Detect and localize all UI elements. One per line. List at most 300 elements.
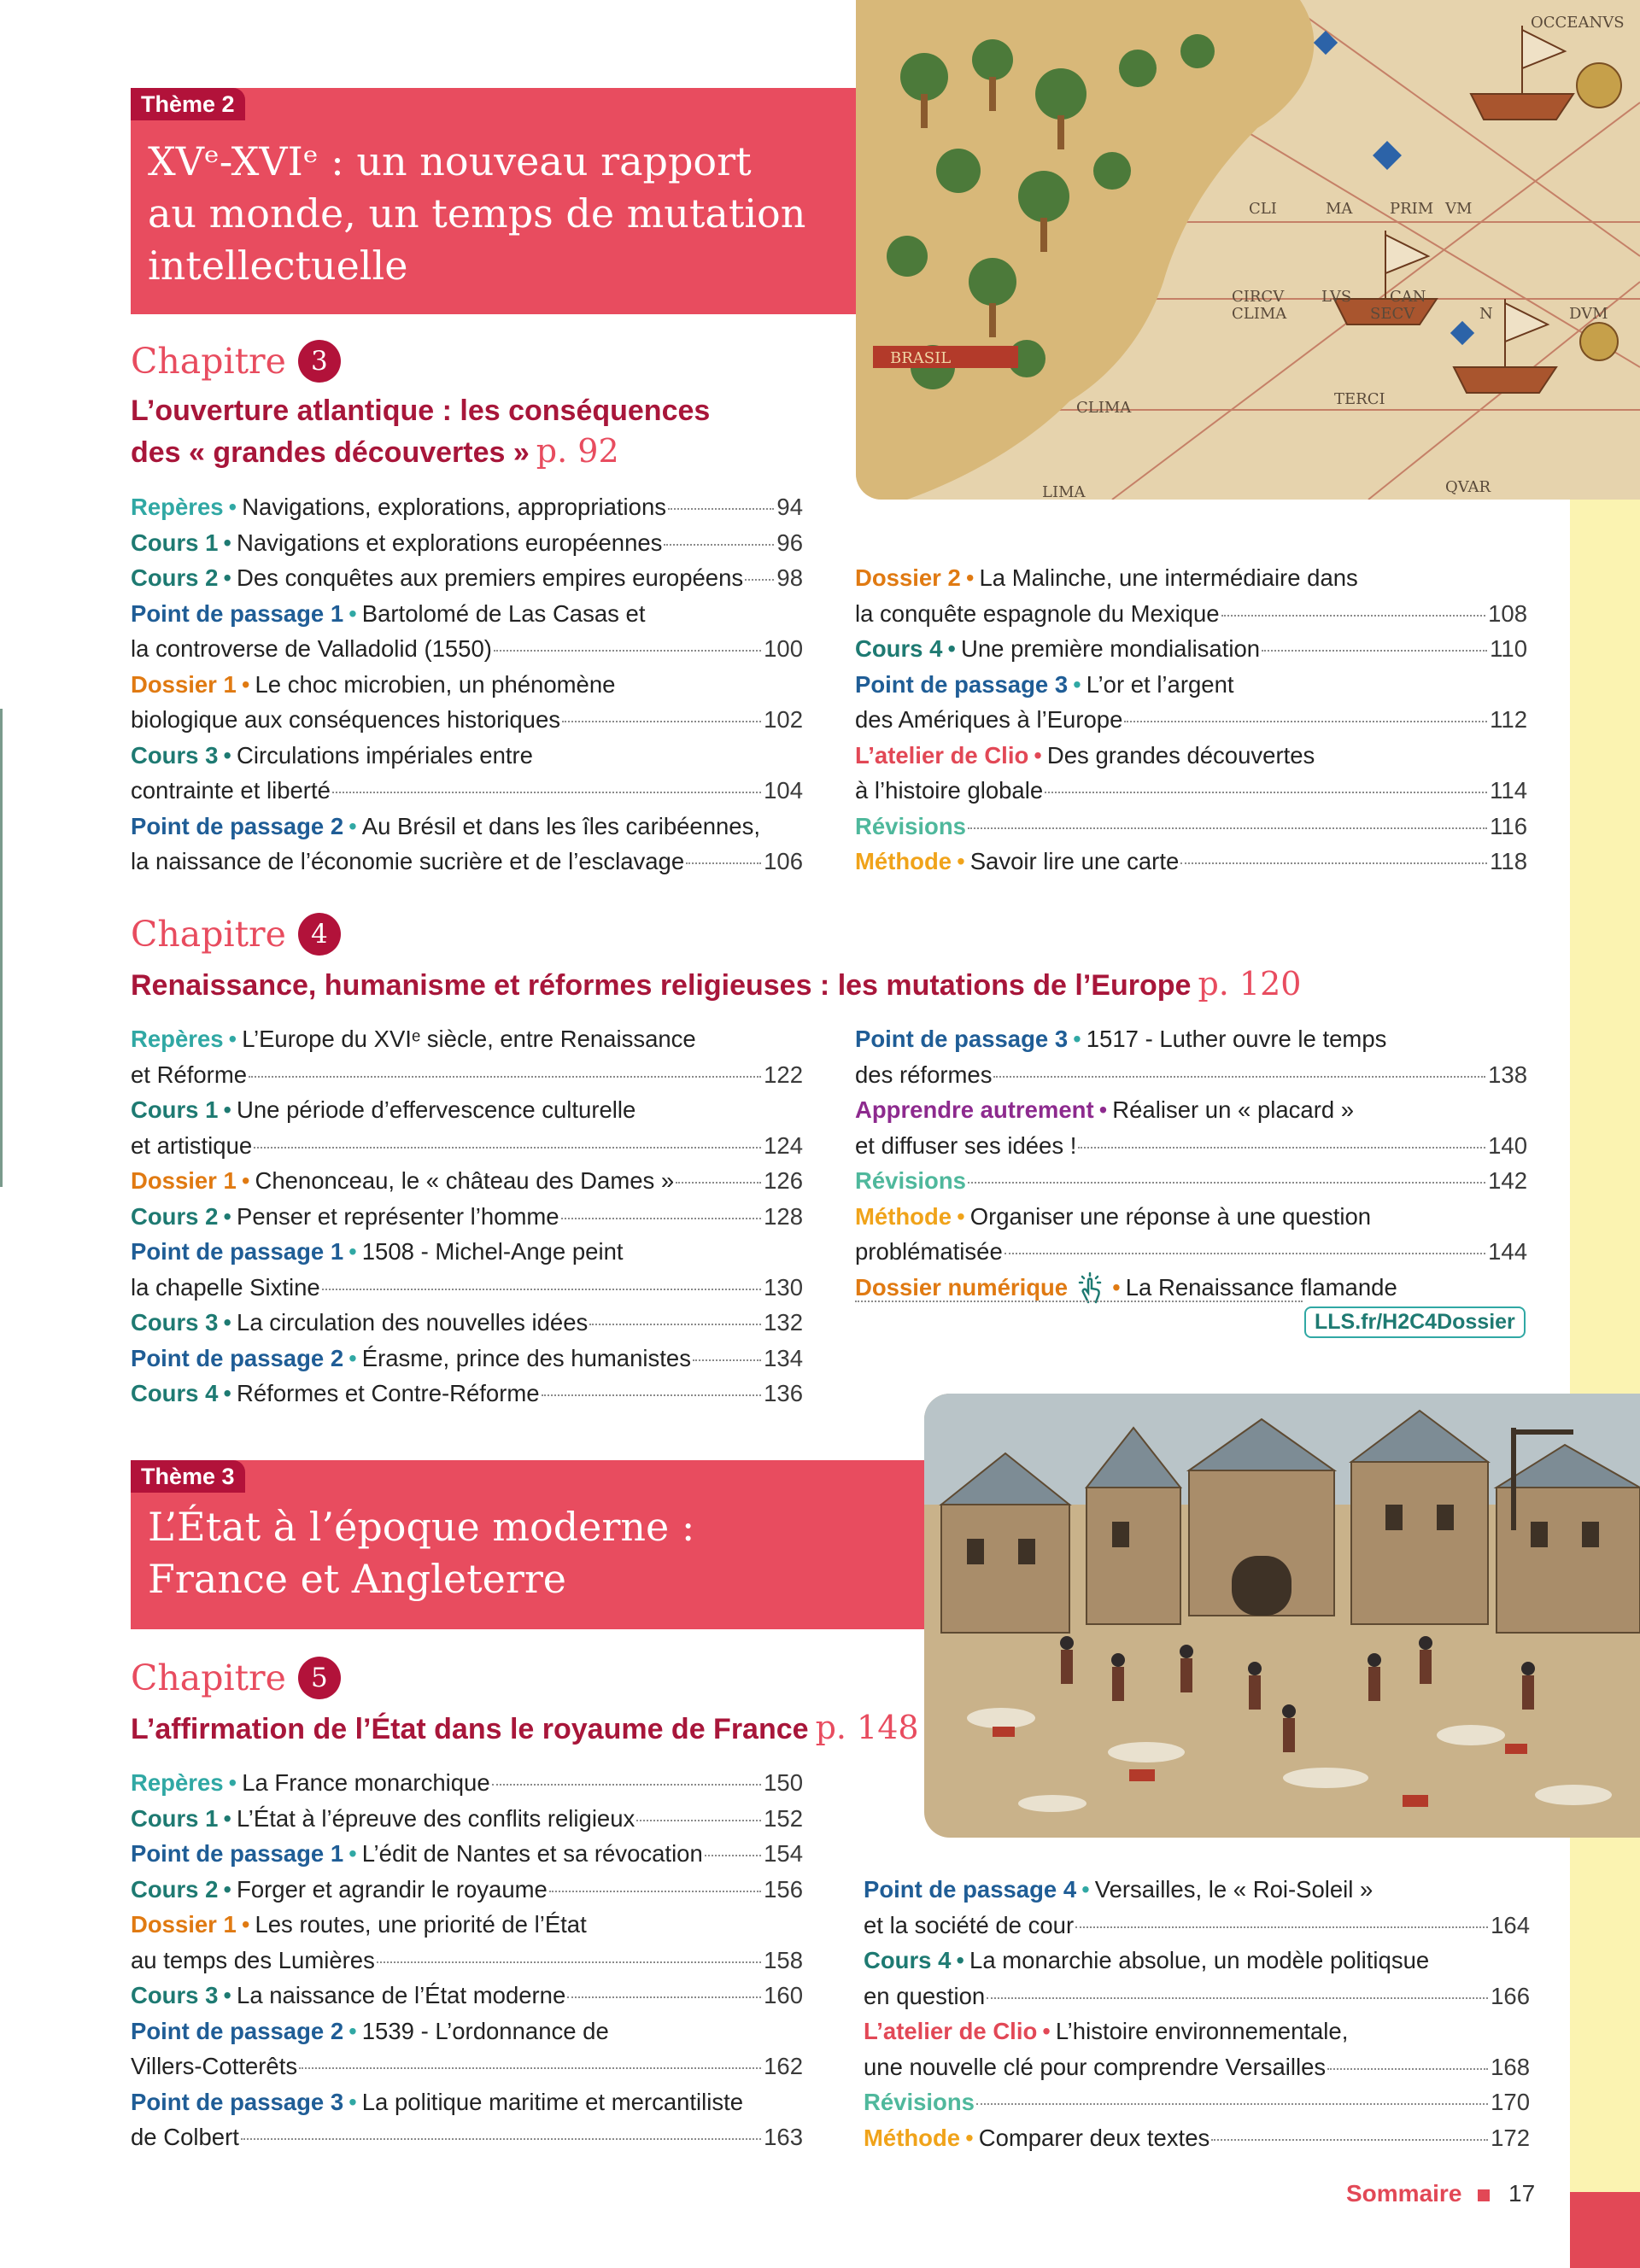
entry-text: L’État à l’épreuve des conflits religieux bbox=[237, 1804, 636, 1832]
toc-entry[interactable] bbox=[131, 1341, 803, 1377]
entry-text: Une première mondialisation bbox=[961, 635, 1261, 662]
entry-keyword: Dossier numérique bbox=[855, 1273, 1069, 1301]
entry-page: 140 bbox=[1488, 1131, 1527, 1159]
map-label: MA bbox=[1326, 200, 1353, 218]
toc-entry[interactable] bbox=[131, 1234, 803, 1305]
bullet: • bbox=[241, 1167, 250, 1194]
bullet: • bbox=[1081, 1876, 1090, 1903]
bullet: • bbox=[223, 1096, 232, 1123]
entry-page: 172 bbox=[1491, 2124, 1530, 2151]
chapter-title-text: Renaissance, humanisme et réformes religieuses : les mutations de l’Europe bbox=[131, 969, 1192, 1002]
chapter-5-title[interactable] bbox=[131, 1708, 919, 1750]
bullet: • bbox=[348, 1238, 357, 1265]
toc-entry[interactable] bbox=[855, 1092, 1527, 1163]
toc-entry[interactable] bbox=[855, 667, 1527, 738]
entry-keyword: Repères bbox=[131, 1769, 224, 1796]
entry-page: 116 bbox=[1490, 812, 1527, 839]
entry-keyword: Révisions bbox=[864, 2089, 975, 2115]
entry-page: 152 bbox=[764, 1804, 803, 1832]
entry-text: Au Brésil et dans les îles caribéennes, bbox=[361, 812, 760, 839]
entry-text: une nouvelle clé pour comprendre Versailles bbox=[864, 2053, 1327, 2080]
entry-text: Des conquêtes aux premiers empires européens bbox=[237, 564, 744, 591]
entry-page: 108 bbox=[1488, 599, 1527, 627]
leader-dots bbox=[705, 1855, 761, 1856]
entry-page: 168 bbox=[1491, 2053, 1530, 2080]
entry-keyword: Cours 1 bbox=[131, 1804, 219, 1832]
chapter-5-left-list bbox=[131, 1765, 803, 2155]
bullet: • bbox=[348, 2088, 357, 2115]
entry-text: Penser et représenter l’homme bbox=[237, 1202, 559, 1230]
entry-text: Réaliser un « placard » bbox=[1112, 1096, 1355, 1123]
entry-page: 110 bbox=[1490, 635, 1527, 662]
leader-dots bbox=[561, 1218, 762, 1219]
entry-keyword: Cours 3 bbox=[131, 1309, 219, 1336]
entry-text: Réformes et Contre-Réforme bbox=[237, 1380, 540, 1406]
leader-dots bbox=[1075, 1926, 1488, 1928]
entry-text: et la société de cour bbox=[864, 1911, 1075, 1938]
chapter-number-badge: 3 bbox=[298, 340, 341, 383]
bullet: • bbox=[223, 1202, 232, 1230]
leader-dots bbox=[1211, 2139, 1488, 2141]
entry-keyword: Cours 1 bbox=[131, 529, 219, 556]
toc-entry[interactable] bbox=[131, 1092, 803, 1163]
entry-text: Navigations et explorations européennes bbox=[237, 529, 663, 556]
entry-text: La France monarchique bbox=[242, 1769, 490, 1796]
entry-text: L’Europe du XVIᵉ siècle, entre Renaissance bbox=[242, 1026, 696, 1052]
theme-3-title-line: France et Angleterre bbox=[148, 1556, 567, 1602]
entry-text: Circulations impériales entre bbox=[237, 741, 533, 769]
entry-text: La Malinche, une intermédiaire dans bbox=[979, 564, 1358, 591]
toc-entry[interactable] bbox=[864, 2084, 1530, 2120]
toc-entry[interactable] bbox=[131, 1801, 803, 1837]
entry-page: 134 bbox=[764, 1344, 803, 1371]
entry-text: et artistique bbox=[131, 1131, 253, 1159]
entry-keyword: Révisions bbox=[855, 812, 966, 839]
leader-dots bbox=[676, 1182, 761, 1184]
entry-text: la naissance de l’économie sucrière et de l’esclavage bbox=[131, 848, 685, 874]
toc-entry[interactable] bbox=[131, 560, 803, 596]
entry-keyword: Cours 1 bbox=[131, 1096, 219, 1123]
map-label: CLI bbox=[1249, 200, 1277, 218]
entry-keyword: Cours 3 bbox=[131, 741, 219, 769]
entry-text: Une période d’effervescence culturelle bbox=[237, 1096, 636, 1123]
leader-dots bbox=[241, 2138, 761, 2140]
chapter-page-ref: p. 92 bbox=[536, 432, 619, 470]
leader-dots bbox=[542, 1394, 762, 1396]
entry-keyword: Méthode bbox=[855, 848, 952, 874]
entry-page: 163 bbox=[764, 2124, 803, 2150]
toc-entry[interactable] bbox=[131, 1163, 803, 1199]
bullet: • bbox=[965, 2124, 974, 2151]
bullet: • bbox=[241, 670, 250, 698]
entry-page: 104 bbox=[764, 777, 803, 804]
chapter-title-text: L’affirmation de l’État dans le royaume de France bbox=[131, 1713, 809, 1745]
bullet: • bbox=[1073, 670, 1081, 698]
leader-dots bbox=[1124, 721, 1487, 722]
entry-page: 102 bbox=[764, 706, 803, 733]
toc-entry[interactable] bbox=[864, 1943, 1530, 2014]
entry-text: contrainte et liberté bbox=[131, 777, 331, 804]
bullet: • bbox=[1073, 1026, 1081, 1052]
toc-entry[interactable] bbox=[855, 631, 1527, 667]
chapter-title-line: L’ouverture atlantique : les conséquences bbox=[131, 395, 711, 427]
entry-text: Organiser une réponse à une question bbox=[969, 1202, 1372, 1230]
entry-text: Savoir lire une carte bbox=[969, 848, 1180, 874]
map-label: CIRCV bbox=[1232, 288, 1285, 306]
toc-entry[interactable] bbox=[131, 1978, 803, 2014]
leader-dots bbox=[562, 721, 761, 722]
map-label: DVM bbox=[1569, 305, 1608, 323]
entry-text: et diffuser ses idées ! bbox=[855, 1131, 1077, 1159]
map-label: CLIMA bbox=[1076, 399, 1132, 417]
entry-keyword: Méthode bbox=[864, 2124, 961, 2151]
theme-2-title-line: XVᵉ-XVIᵉ : un nouveau rapport bbox=[148, 138, 752, 184]
bullet: • bbox=[223, 1982, 232, 2008]
bullet: • bbox=[228, 1769, 237, 1796]
entry-keyword: Cours 2 bbox=[131, 1202, 219, 1230]
bullet: • bbox=[956, 1947, 965, 1973]
entry-text: des réformes bbox=[855, 1061, 993, 1088]
entry-text: et Réforme bbox=[131, 1061, 248, 1088]
bullet: • bbox=[223, 741, 232, 769]
entry-text: 1508 - Michel-Ange peint bbox=[361, 1238, 624, 1265]
entry-page: 112 bbox=[1490, 706, 1527, 733]
entry-page: 136 bbox=[764, 1380, 803, 1406]
entry-text: Navigations, explorations, appropriations bbox=[242, 494, 667, 520]
chapter-5-right-list bbox=[864, 1872, 1530, 2155]
entry-keyword: Point de passage 1 bbox=[131, 1840, 344, 1867]
entry-keyword: Point de passage 2 bbox=[131, 1344, 344, 1371]
portolan-map-image bbox=[856, 0, 1640, 500]
toc-entry[interactable] bbox=[855, 809, 1527, 845]
entry-text: La circulation des nouvelles idées bbox=[237, 1309, 589, 1336]
toc-entry[interactable] bbox=[855, 1021, 1527, 1092]
entry-page: 114 bbox=[1490, 777, 1527, 804]
toc-entry[interactable] bbox=[131, 1907, 803, 1978]
chapter-4-right-list bbox=[855, 1021, 1527, 1307]
left-page-edge bbox=[0, 709, 3, 1187]
leader-dots bbox=[636, 1820, 761, 1821]
entry-text: la conquête espagnole du Mexique bbox=[855, 599, 1220, 627]
chapter-4-title[interactable] bbox=[131, 964, 1301, 1006]
leader-dots bbox=[686, 862, 761, 864]
entry-text: 1517 - Luther ouvre le temps bbox=[1086, 1026, 1387, 1052]
toc-entry[interactable] bbox=[131, 2014, 803, 2084]
entry-text: L’histoire environnementale, bbox=[1055, 2018, 1349, 2044]
bullet: • bbox=[348, 812, 357, 839]
toc-entry[interactable] bbox=[855, 1270, 1527, 1308]
leader-dots bbox=[299, 2067, 761, 2069]
map-label: LIMA bbox=[1042, 483, 1086, 500]
chapter-word: Chapitre bbox=[131, 341, 286, 382]
entry-text: Villers-Cotterêts bbox=[131, 2053, 298, 2079]
map-label: QVAR bbox=[1445, 478, 1491, 496]
bullet: • bbox=[223, 1309, 232, 1336]
leader-dots bbox=[668, 508, 774, 510]
map-label: PRIM bbox=[1390, 200, 1434, 218]
entry-keyword: Point de passage 3 bbox=[855, 1026, 1069, 1052]
entry-keyword: L’atelier de Clio bbox=[864, 2018, 1038, 2044]
theme-3-title-line: L’État à l’époque moderne : bbox=[148, 1504, 695, 1550]
entry-text: La naissance de l’État moderne bbox=[237, 1982, 566, 2008]
leader-dots bbox=[987, 1997, 1488, 1999]
toc-entry[interactable] bbox=[855, 560, 1527, 631]
chapter-page-ref: p. 148 bbox=[815, 1709, 919, 1746]
entry-text: de Colbert bbox=[131, 2124, 239, 2150]
map-label: VM bbox=[1445, 200, 1473, 218]
red-corner-block bbox=[1570, 2192, 1640, 2268]
theme-2-title bbox=[148, 136, 805, 292]
svg-text:BRASIL: BRASIL bbox=[890, 349, 952, 367]
entry-page: 150 bbox=[764, 1769, 803, 1796]
entry-text: biologique aux conséquences historiques bbox=[131, 706, 560, 733]
bullet: • bbox=[223, 1380, 232, 1406]
theme-2-title-line: intellectuelle bbox=[148, 243, 408, 289]
bullet: • bbox=[348, 599, 357, 627]
entry-keyword: L’atelier de Clio bbox=[855, 741, 1029, 769]
footer-section-label: Sommaire bbox=[1346, 2180, 1462, 2207]
map-label: TERCI bbox=[1334, 390, 1385, 408]
entry-text: La monarchie absolue, un modèle politiqsue bbox=[969, 1947, 1430, 1973]
toc-entry[interactable] bbox=[131, 525, 803, 561]
leader-dots bbox=[332, 792, 761, 793]
theme-3-tag: Thème 3 bbox=[131, 1460, 245, 1493]
entry-keyword: Point de passage 2 bbox=[131, 812, 344, 839]
saint-barthelemy-painting bbox=[924, 1394, 1640, 1838]
entry-page: 164 bbox=[1491, 1911, 1530, 1938]
entry-page: 160 bbox=[764, 1982, 803, 2008]
entry-keyword: Cours 2 bbox=[131, 1875, 219, 1903]
entry-keyword: Point de passage 2 bbox=[131, 2017, 344, 2044]
leader-dots bbox=[1221, 615, 1486, 617]
chapter-3-label bbox=[131, 340, 341, 383]
bullet: • bbox=[228, 494, 237, 520]
entry-page: 126 bbox=[764, 1167, 803, 1194]
entry-page: 156 bbox=[764, 1875, 803, 1903]
leader-dots bbox=[968, 827, 1487, 829]
entry-text: La Renaissance flamande bbox=[1125, 1273, 1397, 1301]
leader-dots bbox=[1004, 1253, 1485, 1254]
entry-keyword: Dossier 1 bbox=[131, 670, 237, 698]
toc-entry[interactable] bbox=[855, 738, 1527, 809]
toc-entry[interactable] bbox=[131, 1199, 803, 1235]
leader-dots bbox=[254, 1147, 761, 1149]
entry-text: en question bbox=[864, 1982, 986, 2009]
toc-entry[interactable] bbox=[864, 2014, 1530, 2084]
map-label: SECV bbox=[1370, 305, 1415, 323]
entry-keyword: Point de passage 4 bbox=[864, 1876, 1077, 1903]
map-label: LVS bbox=[1321, 288, 1352, 306]
toc-entry[interactable] bbox=[131, 1872, 803, 1908]
chapter-3-title[interactable] bbox=[131, 391, 710, 473]
bullet: • bbox=[1112, 1273, 1121, 1301]
leader-dots bbox=[855, 1301, 1303, 1302]
toc-entry[interactable] bbox=[131, 596, 803, 667]
yellow-side-band bbox=[1570, 497, 1640, 2192]
entry-keyword: Apprendre autrement bbox=[855, 1096, 1094, 1123]
entry-keyword: Cours 4 bbox=[864, 1947, 952, 1973]
bullet: • bbox=[228, 1026, 237, 1052]
toc-entry[interactable] bbox=[855, 1199, 1527, 1270]
entry-text: La politique maritime et mercantiliste bbox=[361, 2088, 744, 2115]
entry-keyword: Repères bbox=[131, 1026, 224, 1052]
bullet: • bbox=[957, 848, 965, 874]
bullet: • bbox=[223, 529, 232, 556]
entry-keyword: Point de passage 3 bbox=[131, 2088, 344, 2115]
lls-link-button[interactable]: LLS.fr/H2C4Dossier bbox=[1304, 1306, 1526, 1338]
leader-dots bbox=[567, 1996, 761, 1998]
chapter-3-right-list bbox=[855, 560, 1527, 880]
entry-page: 132 bbox=[764, 1309, 803, 1336]
entry-page: 130 bbox=[764, 1273, 803, 1301]
entry-text: Versailles, le « Roi-Soleil » bbox=[1094, 1876, 1374, 1903]
toc-entry[interactable] bbox=[131, 1021, 803, 1092]
entry-page: 98 bbox=[776, 564, 803, 591]
map-label: CAN bbox=[1390, 288, 1426, 306]
entry-page: 138 bbox=[1488, 1061, 1527, 1088]
bullet: • bbox=[223, 1804, 232, 1832]
toc-entry[interactable] bbox=[864, 2120, 1530, 2156]
entry-keyword: Point de passage 3 bbox=[855, 670, 1069, 698]
leader-dots bbox=[976, 2103, 1488, 2105]
bullet: • bbox=[965, 564, 975, 591]
chapter-5-label bbox=[131, 1657, 341, 1699]
entry-page: 166 bbox=[1491, 1982, 1530, 2009]
entry-keyword: Cours 4 bbox=[131, 1380, 219, 1406]
chapter-title-line bbox=[131, 431, 710, 473]
entry-text: L’édit de Nantes et sa révocation bbox=[361, 1840, 703, 1867]
toc-entry[interactable] bbox=[131, 1376, 803, 1412]
entry-page: 162 bbox=[764, 2053, 803, 2079]
toc-entry[interactable] bbox=[131, 809, 803, 880]
bullet: • bbox=[1042, 2018, 1051, 2044]
leader-dots bbox=[1078, 1147, 1485, 1149]
entry-text: Bartolomé de Las Casas et bbox=[361, 599, 646, 627]
entry-keyword: Dossier 1 bbox=[131, 1911, 237, 1938]
chapter-number-badge: 5 bbox=[298, 1657, 341, 1699]
bullet: • bbox=[1034, 741, 1042, 769]
chapter-number-badge: 4 bbox=[298, 913, 341, 956]
entry-page: 122 bbox=[764, 1061, 803, 1088]
entry-text: au temps des Lumières bbox=[131, 1946, 375, 1973]
leader-dots bbox=[549, 1891, 761, 1892]
entry-keyword: Cours 3 bbox=[131, 1982, 219, 2008]
entry-text: la chapelle Sixtine bbox=[131, 1273, 320, 1301]
toc-entry[interactable] bbox=[131, 667, 803, 738]
entry-page: 158 bbox=[764, 1946, 803, 1973]
toc-entry[interactable] bbox=[131, 1305, 803, 1341]
bullet: • bbox=[947, 635, 957, 662]
entry-page: 154 bbox=[764, 1840, 803, 1867]
leader-dots bbox=[1327, 2068, 1488, 2070]
entry-text: la controverse de Valladolid (1550) bbox=[131, 635, 492, 662]
entry-text: Les routes, une priorité de l’État bbox=[255, 1911, 587, 1938]
bullet: • bbox=[957, 1202, 965, 1230]
entry-page: 100 bbox=[764, 635, 803, 662]
chapter-word: Chapitre bbox=[131, 1657, 286, 1698]
map-label: OCCEANVS bbox=[1531, 14, 1625, 32]
leader-dots bbox=[377, 1961, 761, 1963]
bullet: • bbox=[348, 1344, 357, 1371]
chapter-title-text: des « grandes découvertes » bbox=[131, 436, 530, 469]
entry-keyword: Dossier 2 bbox=[855, 564, 961, 591]
entry-page: 128 bbox=[764, 1202, 803, 1230]
footer-square-marker bbox=[1478, 2189, 1490, 2201]
toc-entry[interactable] bbox=[131, 2084, 803, 2155]
entry-page: 94 bbox=[776, 494, 803, 520]
toc-entry[interactable] bbox=[131, 1836, 803, 1872]
leader-dots bbox=[589, 1324, 761, 1325]
entry-page: 118 bbox=[1490, 848, 1527, 874]
bullet: • bbox=[1098, 1096, 1108, 1123]
bullet: • bbox=[223, 1875, 232, 1903]
chapter-3-left-list bbox=[131, 489, 803, 880]
toc-entry[interactable] bbox=[855, 844, 1527, 880]
entry-text: Forger et agrandir le royaume bbox=[237, 1875, 548, 1903]
entry-text: Chenonceau, le « château des Dames » bbox=[255, 1167, 675, 1194]
entry-text: Des grandes découvertes bbox=[1046, 741, 1315, 769]
leader-dots bbox=[249, 1076, 761, 1078]
entry-keyword: Révisions bbox=[855, 1167, 966, 1194]
chapter-page-ref: p. 120 bbox=[1198, 965, 1302, 1002]
entry-text: Comparer deux textes bbox=[978, 2124, 1210, 2151]
entry-text: problématisée bbox=[855, 1238, 1003, 1265]
toc-entry[interactable] bbox=[131, 738, 803, 809]
map-label: N bbox=[1479, 305, 1493, 323]
entry-page: 144 bbox=[1488, 1238, 1527, 1265]
leader-dots bbox=[1045, 792, 1487, 793]
chapter-word: Chapitre bbox=[131, 914, 286, 955]
toc-entry[interactable] bbox=[131, 1765, 803, 1801]
entry-text: à l’histoire globale bbox=[855, 777, 1044, 804]
toc-entry[interactable] bbox=[864, 1872, 1530, 1943]
entry-text: Le choc microbien, un phénomène bbox=[255, 670, 616, 698]
leader-dots bbox=[492, 1784, 761, 1786]
leader-dots bbox=[1262, 650, 1487, 652]
entry-keyword: Point de passage 1 bbox=[131, 599, 344, 627]
leader-dots bbox=[494, 650, 761, 652]
leader-dots bbox=[968, 1182, 1485, 1184]
bullet: • bbox=[348, 1840, 357, 1867]
entry-page: 96 bbox=[776, 529, 803, 556]
entry-text: 1539 - L’ordonnance de bbox=[361, 2017, 609, 2044]
chapter-4-label bbox=[131, 913, 341, 956]
theme-3-title bbox=[148, 1501, 694, 1605]
entry-page: 106 bbox=[764, 848, 803, 874]
entry-page: 170 bbox=[1491, 2089, 1530, 2115]
entry-keyword: Repères bbox=[131, 494, 224, 520]
entry-page: 142 bbox=[1488, 1167, 1527, 1194]
entry-keyword: Cours 4 bbox=[855, 635, 943, 662]
entry-page: 124 bbox=[764, 1131, 803, 1159]
entry-keyword: Point de passage 1 bbox=[131, 1238, 344, 1265]
entry-text: L’or et l’argent bbox=[1086, 670, 1234, 698]
entry-keyword: Dossier 1 bbox=[131, 1167, 237, 1194]
chapter-4-left-list bbox=[131, 1021, 803, 1412]
entry-text: des Amériques à l’Europe bbox=[855, 706, 1123, 733]
leader-dots bbox=[322, 1289, 761, 1290]
toc-entry[interactable] bbox=[131, 489, 803, 525]
leader-dots bbox=[993, 1076, 1485, 1078]
bullet: • bbox=[223, 564, 232, 591]
entry-keyword: Méthode bbox=[855, 1202, 952, 1230]
bullet: • bbox=[241, 1911, 250, 1938]
theme-2-title-line: au monde, un temps de mutation bbox=[148, 190, 806, 237]
leader-dots bbox=[693, 1359, 761, 1361]
theme-2-tag: Thème 2 bbox=[131, 88, 245, 120]
toc-entry[interactable] bbox=[855, 1163, 1527, 1199]
map-label: CLIMA bbox=[1232, 305, 1287, 323]
